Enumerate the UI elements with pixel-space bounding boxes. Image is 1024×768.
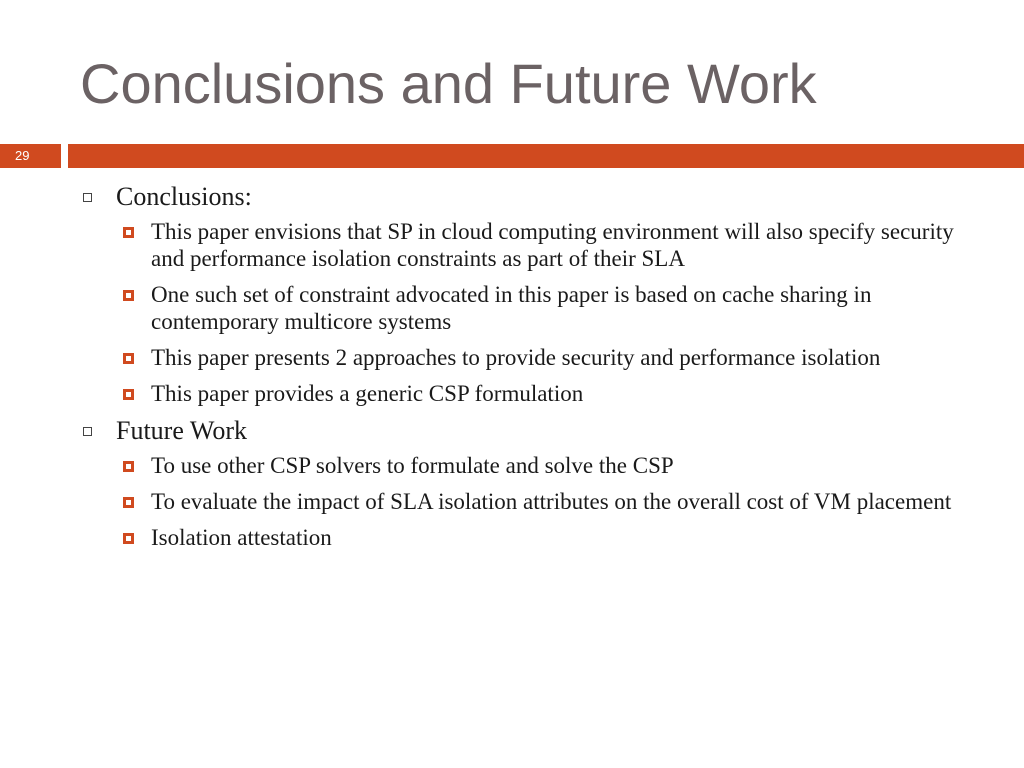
section-heading: Future Work	[116, 416, 248, 445]
hollow-square-bullet-icon	[83, 427, 92, 436]
bullet-text: To use other CSP solvers to formulate and solve the CSP	[151, 453, 674, 478]
bullet-text: This paper envisions that SP in cloud computing environment will also specify security and performance isolation constraints as part of their SLA	[151, 219, 954, 271]
bullet-text: This paper provides a generic CSP formulation	[151, 381, 584, 406]
bullet-text: This paper presents 2 approaches to provide security and performance isolation	[151, 345, 881, 370]
square-bullet-icon	[123, 461, 134, 472]
bullet-level1	[80, 182, 980, 212]
bullet-level2	[115, 452, 981, 479]
square-bullet-icon	[123, 389, 134, 400]
bullet-text: One such set of constraint advocated in this paper is based on cache sharing in contemporary multicore systems	[151, 282, 872, 334]
bullet-level2	[115, 344, 981, 371]
section-heading: Conclusions:	[116, 182, 252, 211]
slide-number: 29	[15, 148, 30, 163]
square-bullet-icon	[123, 497, 134, 508]
bullet-level1	[80, 416, 980, 446]
slide-title: Conclusions and Future Work	[80, 52, 817, 115]
bullet-level2	[115, 524, 981, 551]
bullet-text: To evaluate the impact of SLA isolation attributes on the overall cost of VM placement	[151, 489, 952, 514]
slide-content	[80, 182, 980, 560]
section-future-work	[80, 416, 980, 551]
bullet-text: Isolation attestation	[151, 525, 332, 550]
bullet-level2	[115, 488, 981, 515]
bullet-level2	[115, 380, 981, 407]
bullet-level2	[115, 281, 981, 335]
hollow-square-bullet-icon	[83, 193, 92, 202]
title-divider-bar	[68, 144, 1024, 168]
square-bullet-icon	[123, 227, 134, 238]
square-bullet-icon	[123, 290, 134, 301]
section-conclusions	[80, 182, 980, 407]
square-bullet-icon	[123, 533, 134, 544]
square-bullet-icon	[123, 353, 134, 364]
bullet-level2	[115, 218, 981, 272]
